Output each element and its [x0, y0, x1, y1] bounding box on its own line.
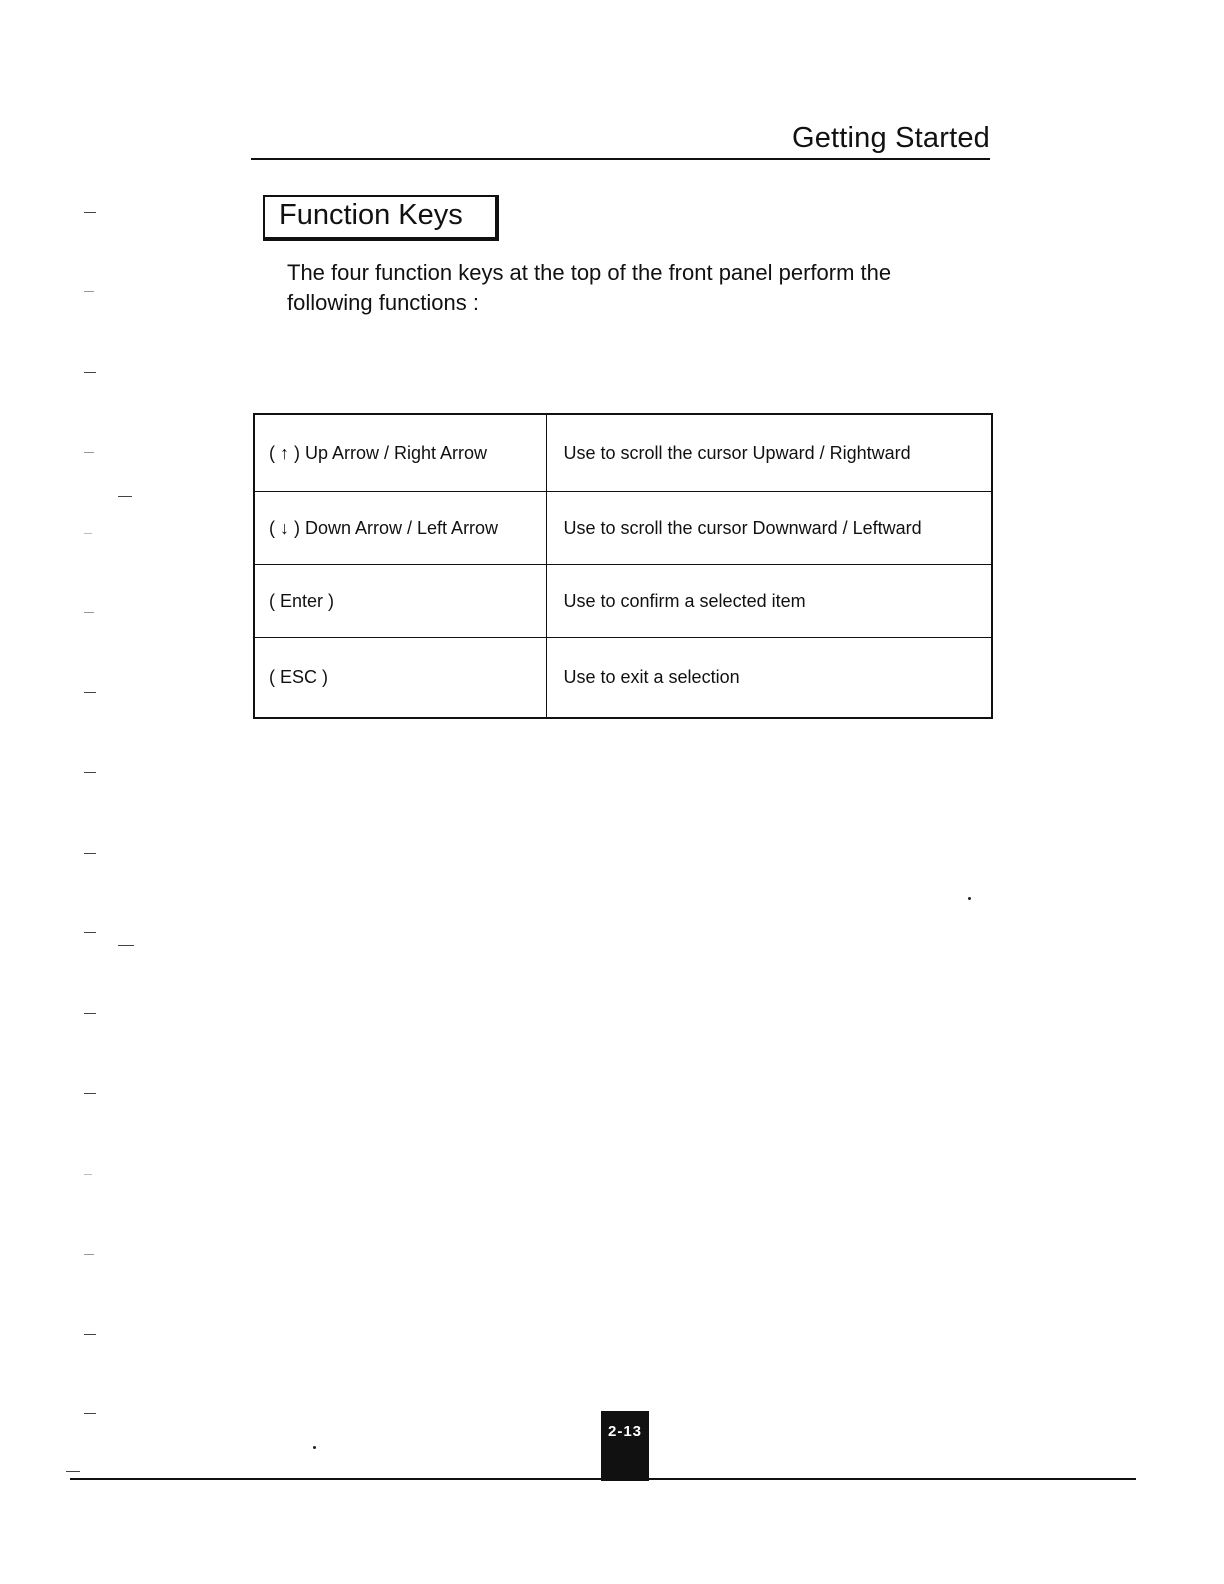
margin-tick — [84, 692, 96, 693]
margin-tick — [84, 212, 96, 213]
table-row — [254, 414, 992, 492]
page-number: 2-13 — [607, 1423, 643, 1440]
margin-tick — [84, 932, 96, 933]
footer-rule — [70, 1478, 1136, 1480]
margin-tick — [66, 1471, 80, 1472]
margin-tick — [84, 1093, 96, 1094]
running-header-title: Getting Started — [791, 122, 990, 154]
margin-tick — [84, 1413, 96, 1414]
function-keys-table — [253, 413, 993, 719]
table-row — [254, 492, 992, 565]
margin-tick — [84, 1013, 96, 1014]
key-cell: ( ↓ ) Down Arrow / Left Arrow — [254, 492, 546, 565]
margin-tick — [84, 1174, 92, 1175]
key-cell: ( ESC ) — [254, 638, 546, 719]
page-number-tab — [601, 1411, 649, 1481]
margin-tick — [84, 1254, 94, 1255]
key-cell: ( ↑ ) Up Arrow / Right Arrow — [254, 414, 546, 492]
key-cell: ( Enter ) — [254, 565, 546, 638]
table-row — [254, 565, 992, 638]
margin-tick — [84, 372, 96, 373]
scan-speck — [968, 897, 971, 900]
intro-paragraph: The four function keys at the top of the front panel perform the following functions : — [287, 260, 892, 315]
description-cell: Use to confirm a selected item — [546, 565, 992, 638]
description-cell: Use to scroll the cursor Downward / Leftward — [546, 492, 992, 565]
section-title: Function Keys — [279, 199, 463, 231]
scan-speck — [313, 1446, 316, 1449]
margin-tick — [84, 533, 92, 534]
margin-tick — [84, 853, 96, 854]
margin-tick — [118, 496, 132, 497]
margin-tick — [84, 612, 94, 613]
description-cell: Use to exit a selection — [546, 638, 992, 719]
margin-tick — [84, 1334, 96, 1335]
table-row — [254, 638, 992, 719]
margin-tick — [84, 772, 96, 773]
margin-tick — [118, 945, 134, 946]
description-cell: Use to scroll the cursor Upward / Rightward — [546, 414, 992, 492]
margin-tick — [84, 291, 94, 292]
header-rule — [251, 158, 990, 160]
margin-tick — [84, 452, 94, 453]
